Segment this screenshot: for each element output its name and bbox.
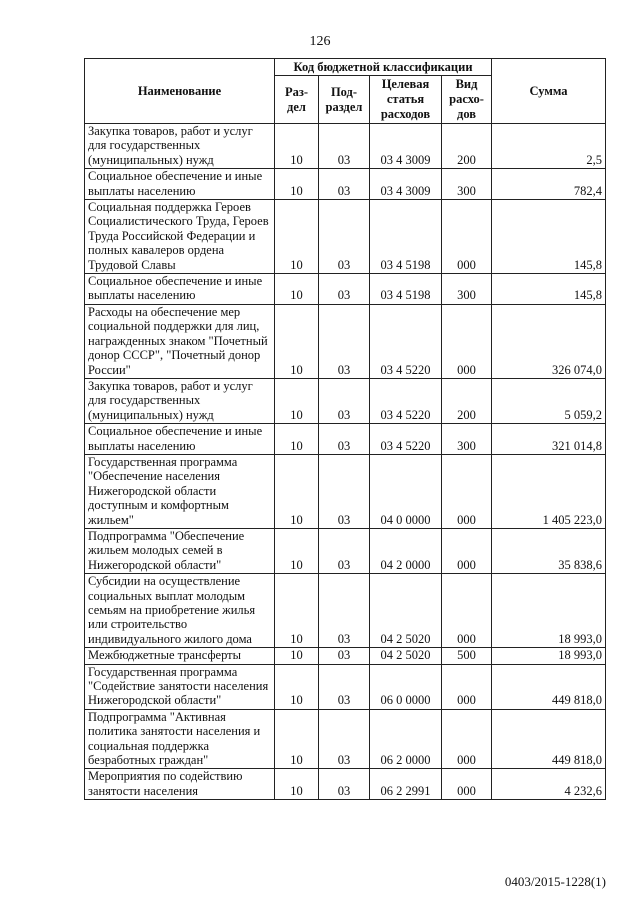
table-row xyxy=(85,424,606,455)
row-sum: 449 818,0 xyxy=(492,709,606,769)
row-name: Межбюджетные трансферты xyxy=(85,648,275,664)
row-podrazdel: 03 xyxy=(319,124,370,169)
table-row xyxy=(85,304,606,378)
row-name: Государственная программа "Обеспечение населения Нижегородской области доступным и комфортным жильем" xyxy=(85,454,275,528)
row-name: Закупка товаров, работ и услуг для государственных (муниципальных) нужд xyxy=(85,378,275,423)
row-podrazdel: 03 xyxy=(319,528,370,573)
row-name: Субсидии на осуществление социальных выплат молодым семьям на приобретение жилья или строительство индивидуального жилого дома xyxy=(85,574,275,648)
row-podrazdel: 03 xyxy=(319,274,370,305)
row-target: 03 4 5220 xyxy=(370,304,442,378)
page-number: 126 xyxy=(309,34,331,49)
header-razdel: Раз- дел xyxy=(275,76,319,124)
table-row xyxy=(85,169,606,200)
row-podrazdel: 03 xyxy=(319,304,370,378)
row-sum: 145,8 xyxy=(492,200,606,274)
row-target: 03 4 5220 xyxy=(370,424,442,455)
row-razdel: 10 xyxy=(275,454,319,528)
header-podrazdel: Под- раздел xyxy=(319,76,370,124)
row-razdel: 10 xyxy=(275,648,319,664)
row-sum: 2,5 xyxy=(492,124,606,169)
document-code: 0403/2015-1228(1) xyxy=(504,874,606,889)
row-razdel: 10 xyxy=(275,169,319,200)
row-razdel: 10 xyxy=(275,528,319,573)
row-sum: 4 232,6 xyxy=(492,769,606,800)
row-name: Мероприятия по содействию занятости населения xyxy=(85,769,275,800)
row-razdel: 10 xyxy=(275,664,319,709)
row-vid: 000 xyxy=(442,574,492,648)
row-target: 06 2 2991 xyxy=(370,769,442,800)
header-code-group: Код бюджетной классификации xyxy=(275,59,492,76)
row-target: 06 0 0000 xyxy=(370,664,442,709)
row-vid: 300 xyxy=(442,274,492,305)
row-vid: 500 xyxy=(442,648,492,664)
row-sum: 1 405 223,0 xyxy=(492,454,606,528)
row-sum: 145,8 xyxy=(492,274,606,305)
row-sum: 782,4 xyxy=(492,169,606,200)
table-row xyxy=(85,200,606,274)
header-vid: Вид расхо- дов xyxy=(442,76,492,124)
row-razdel: 10 xyxy=(275,424,319,455)
row-podrazdel: 03 xyxy=(319,454,370,528)
table-row xyxy=(85,528,606,573)
row-name: Социальное обеспечение и иные выплаты населению xyxy=(85,424,275,455)
row-razdel: 10 xyxy=(275,378,319,423)
row-vid: 200 xyxy=(442,124,492,169)
table-row xyxy=(85,378,606,423)
row-sum: 449 818,0 xyxy=(492,664,606,709)
row-sum: 326 074,0 xyxy=(492,304,606,378)
table-row xyxy=(85,709,606,769)
row-vid: 000 xyxy=(442,709,492,769)
row-vid: 000 xyxy=(442,454,492,528)
header-target: Целевая статья расходов xyxy=(370,76,442,124)
row-razdel: 10 xyxy=(275,769,319,800)
table-row xyxy=(85,574,606,648)
row-razdel: 10 xyxy=(275,200,319,274)
row-podrazdel: 03 xyxy=(319,424,370,455)
row-vid: 200 xyxy=(442,378,492,423)
row-vid: 300 xyxy=(442,424,492,455)
row-sum: 5 059,2 xyxy=(492,378,606,423)
table-row xyxy=(85,454,606,528)
row-podrazdel: 03 xyxy=(319,378,370,423)
row-podrazdel: 03 xyxy=(319,574,370,648)
row-razdel: 10 xyxy=(275,574,319,648)
row-vid: 000 xyxy=(442,769,492,800)
row-target: 03 4 5198 xyxy=(370,200,442,274)
table-row xyxy=(85,769,606,800)
row-target: 03 4 5198 xyxy=(370,274,442,305)
row-vid: 000 xyxy=(442,304,492,378)
row-target: 04 0 0000 xyxy=(370,454,442,528)
row-vid: 300 xyxy=(442,169,492,200)
table-row xyxy=(85,274,606,305)
row-sum: 18 993,0 xyxy=(492,648,606,664)
row-target: 03 4 3009 xyxy=(370,169,442,200)
row-vid: 000 xyxy=(442,200,492,274)
row-name: Закупка товаров, работ и услуг для государственных (муниципальных) нужд xyxy=(85,124,275,169)
row-target: 03 4 5220 xyxy=(370,378,442,423)
row-target: 04 2 0000 xyxy=(370,528,442,573)
header-sum: Сумма xyxy=(492,59,606,124)
header-name: Наименование xyxy=(85,59,275,124)
row-sum: 321 014,8 xyxy=(492,424,606,455)
row-podrazdel: 03 xyxy=(319,664,370,709)
row-name: Социальное обеспечение и иные выплаты населению xyxy=(85,169,275,200)
row-target: 06 2 0000 xyxy=(370,709,442,769)
row-razdel: 10 xyxy=(275,274,319,305)
row-podrazdel: 03 xyxy=(319,648,370,664)
row-razdel: 10 xyxy=(275,304,319,378)
row-target: 04 2 5020 xyxy=(370,648,442,664)
row-vid: 000 xyxy=(442,528,492,573)
row-sum: 35 838,6 xyxy=(492,528,606,573)
row-razdel: 10 xyxy=(275,709,319,769)
row-podrazdel: 03 xyxy=(319,709,370,769)
row-podrazdel: 03 xyxy=(319,169,370,200)
row-sum: 18 993,0 xyxy=(492,574,606,648)
table-row xyxy=(85,648,606,664)
row-name: Социальная поддержка Героев Социалистического Труда, Героев Труда Российской Федерации и полных кавалеров ордена Трудовой Славы xyxy=(85,200,275,274)
row-name: Подпрограмма "Обеспечение жильем молодых семей в Нижегородской области" xyxy=(85,528,275,573)
row-target: 03 4 3009 xyxy=(370,124,442,169)
row-podrazdel: 03 xyxy=(319,769,370,800)
row-razdel: 10 xyxy=(275,124,319,169)
row-name: Подпрограмма "Активная политика занятости населения и социальная поддержка безработных граждан" xyxy=(85,709,275,769)
table-row xyxy=(85,664,606,709)
row-podrazdel: 03 xyxy=(319,200,370,274)
row-name: Расходы на обеспечение мер социальной поддержки для лиц, награжденных знаком "Почетный донор СССР", "Почетный донор России" xyxy=(85,304,275,378)
budget-table xyxy=(84,58,606,800)
row-vid: 000 xyxy=(442,664,492,709)
row-name: Социальное обеспечение и иные выплаты населению xyxy=(85,274,275,305)
table-row xyxy=(85,124,606,169)
row-name: Государственная программа "Содействие занятости населения Нижегородской области" xyxy=(85,664,275,709)
row-target: 04 2 5020 xyxy=(370,574,442,648)
